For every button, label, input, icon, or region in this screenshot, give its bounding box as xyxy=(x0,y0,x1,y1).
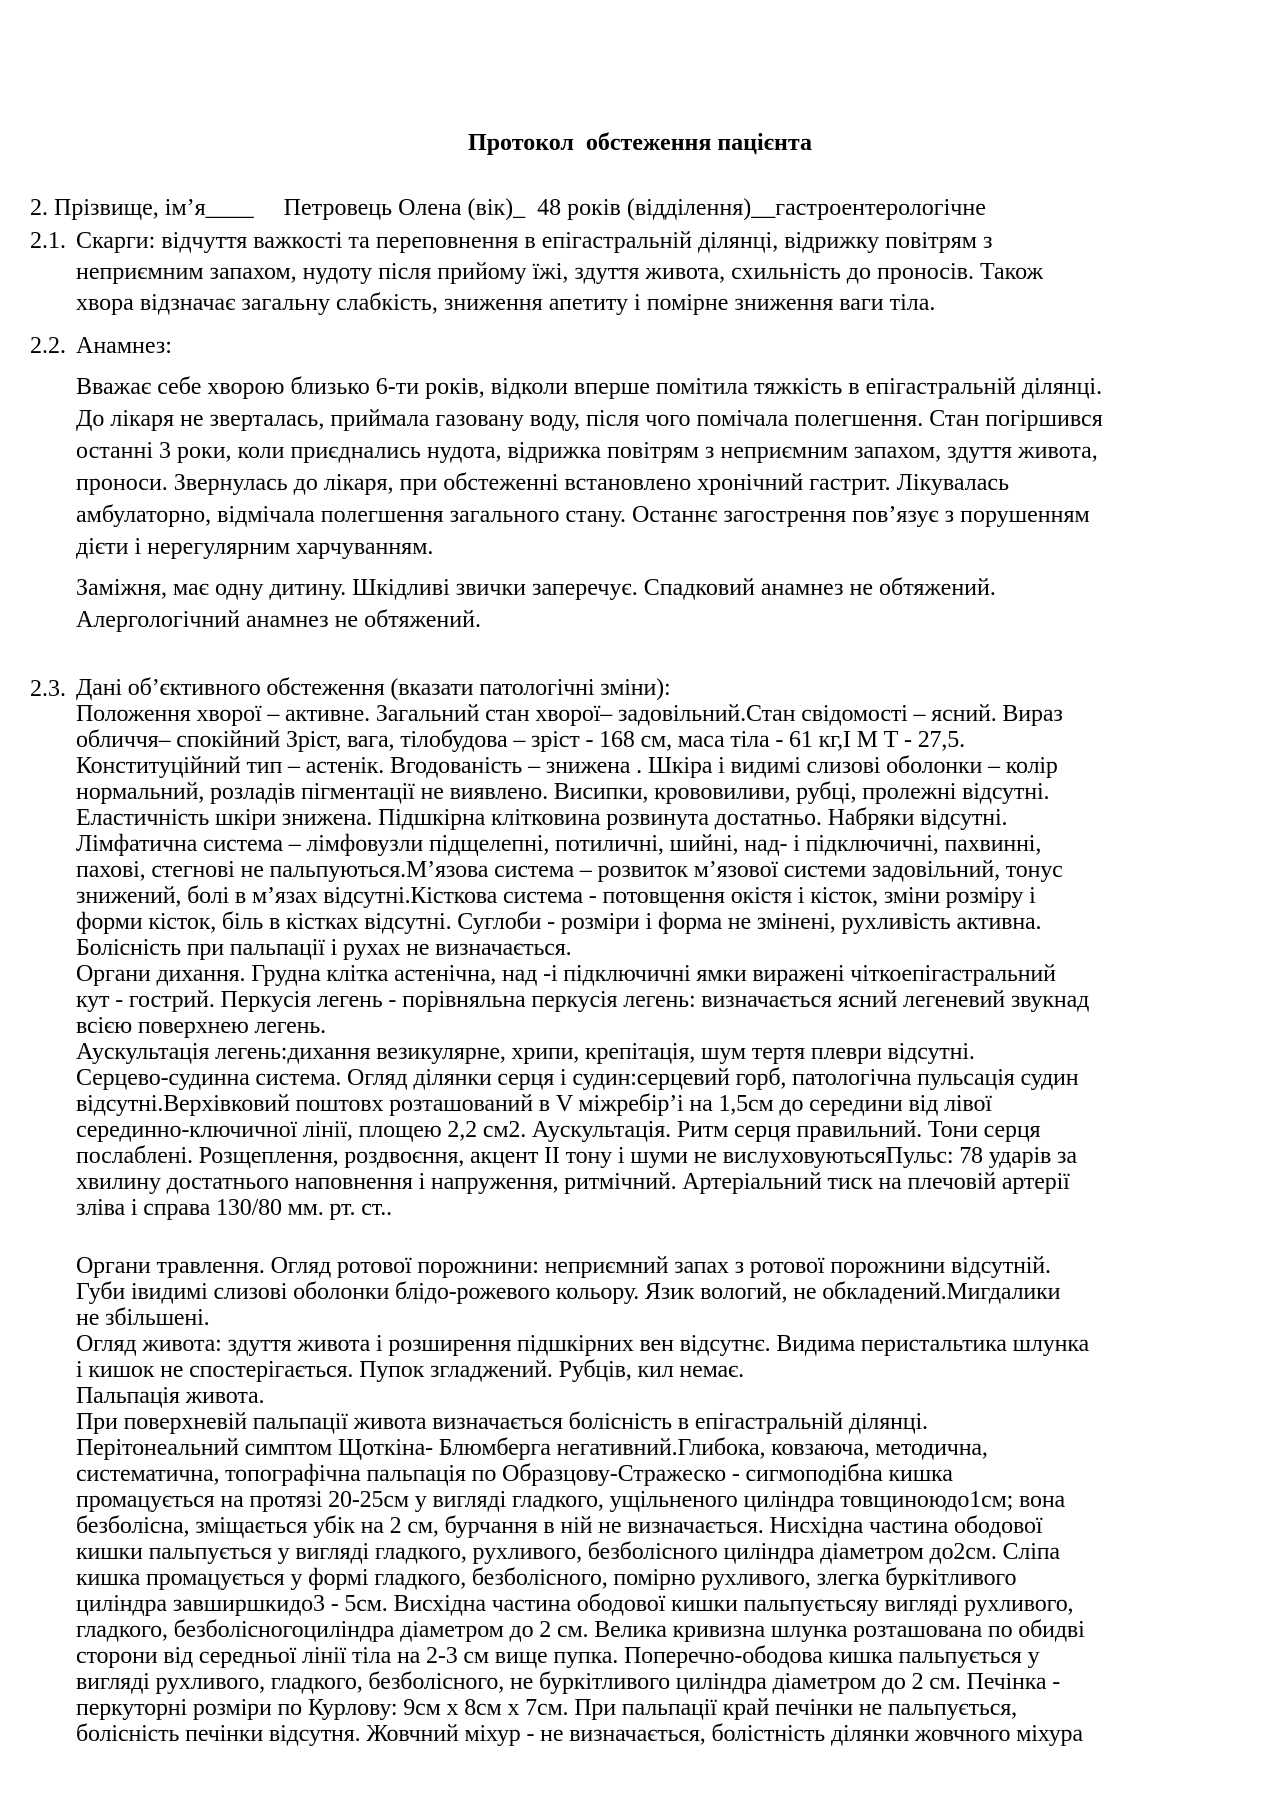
objective-line: Серцево-судинна система. Огляд ділянки серця і судин:серцевий горб, патологічна пульсація судин xyxy=(76,1065,1079,1091)
digestive-line: Губи івидимі слизові оболонки блідо-рожевого кольору. Язик вологий, не обкладений.Мигдалики xyxy=(76,1279,1061,1305)
anamnesis-line: проноси. Звернулась до лікаря, при обстеженні встановлено хронічний гастрит. Лікувалась xyxy=(76,470,1010,496)
digestive-line: систематична, топографічна пальпація по Образцову-Стражеско - сигмоподібна кишка xyxy=(76,1461,953,1487)
objective-line: Конституційний тип – астенік. Вгодованість – знижена . Шкіра і видимі слизові оболонки – колір xyxy=(76,753,1058,779)
objective-line: відсутні.Верхівковий поштовх розташований в V міжребір’і на 1,5см до середини від лівої xyxy=(76,1091,992,1117)
digestive-line: При поверхневій пальпації живота визначається болісність в епігастральній ділянці. xyxy=(76,1409,928,1435)
digestive-line: промацується на протязі 20-25см у вигляді гладкого, ущільненого циліндра товщиноюдо1см; вона xyxy=(76,1487,1066,1513)
page-title: Протокол обстеження пацієнта xyxy=(468,130,812,156)
digestive-line: Пальпація живота. xyxy=(76,1383,265,1409)
digestive-line: безболісна, зміщається убік на 2 см, бурчання в ній не визначається. Нисхідна частина ободової xyxy=(76,1513,1043,1539)
complaints-line: Скарги: відчуття важкості та переповнення в епігастральній ділянці, відрижку повітрям з xyxy=(76,228,993,254)
digestive-line: гладкого, безболісногоциліндра діаметром до 2 см. Велика кривизна шлунка розташована по обидві xyxy=(76,1617,1085,1643)
anamnesis-line: амбулаторно, відмічала полегшення загального стану. Останнє загострення пов’язує з порушенням xyxy=(76,502,1090,528)
digestive-section xyxy=(76,1253,1276,1747)
patient-info: Прізвище, ім’я____ Петровець Олена (вік)_ 48 років (відділення)__гастроентерологічне xyxy=(54,195,986,221)
digestive-line: кишка промацується у формі гладкого, безболісного, помірно рухливого, злегка буркітливого xyxy=(76,1565,1017,1591)
digestive-line: Перітонеальний симптом Щоткіна- Блюмберга негативний.Глибока, ковзаюча, методична, xyxy=(76,1435,988,1461)
digestive-line: циліндра завширшкидо3 - 5см. Висхідна частина ободової кишки пальпуєтьсяу вигляді рухливого, xyxy=(76,1591,1074,1617)
complaints-line: хвора відзначає загальну слабкість, зниження апетиту і помірне зниження ваги тіла. xyxy=(76,290,936,316)
objective-line: Органи дихання. Грудна клітка астенічна, над -і підключичні ямки виражені чіткоепігастральний xyxy=(76,961,1056,987)
digestive-line: не збільшені. xyxy=(76,1305,210,1331)
section-number-2-2: 2.2. xyxy=(30,333,66,359)
objective-line: Аускультація легень:дихання везикулярне, хрипи, крепітація, шум тертя плеври відсутні. xyxy=(76,1039,975,1065)
digestive-line: болісність печінки відсутня. Жовчний міхур - не визначається, болістність ділянки жовчного міхура xyxy=(76,1721,1083,1747)
objective-line: Болісність при пальпації і рухах не визначається. xyxy=(76,935,572,961)
objective-line: Лімфатична система – лімфовузли підщелепні, потиличні, шийні, над- і підключичні, пахвинні, xyxy=(76,831,1042,857)
anamnesis-line: Вважає себе хворою близько 6-ти років, відколи вперше помітила тяжкість в епігастральній ділянці. xyxy=(76,374,1103,400)
digestive-line: вигляді рухливого, гладкого, безболісного, не буркітливого циліндра діаметром до 2 см. Печінка - xyxy=(76,1669,1061,1695)
digestive-line: кишки пальпується у вигляді гладкого, рухливого, безболісного циліндра діаметром до2см. Сліпа xyxy=(76,1539,1060,1565)
digestive-line: і кишок не спостерігається. Пупок згладжений. Рубців, кил немає. xyxy=(76,1357,744,1383)
patient-header-line xyxy=(30,193,986,223)
objective-line: зліва і справа 130/80 мм. рт. ст.. xyxy=(76,1195,392,1221)
anamnesis-paragraph-2 xyxy=(76,572,1276,636)
objective-line: обличчя– спокійний Зріст, вага, тілобудова – зріст - 168 см, маса тіла - 61 кг,І М Т - 27,5. xyxy=(76,727,965,753)
anamnesis-line: останні 3 роки, коли приєднались нудота, відрижка повітрям з неприємним запахом, здуття живота, xyxy=(76,438,1098,464)
anamnesis-line: Заміжня, має одну дитину. Шкідливі звички заперечує. Спадковий анамнез не обтяжений. xyxy=(76,575,996,601)
section-number-2-3: 2.3. xyxy=(30,676,66,702)
anamnesis-line: До лікаря не зверталась, приймала газовану воду, після чого помічала полегшення. Стан погіршився xyxy=(76,406,1103,432)
section-number-2: 2. xyxy=(30,195,48,221)
objective-label: Дані об’єктивного обстеження (вказати патологічні зміни): xyxy=(76,675,671,701)
complaints-line: неприємним запахом, нудоту після прийому їжі, здуття живота, схильність до проносів. Також xyxy=(76,259,1044,285)
digestive-line: Органи травлення. Огляд ротової порожнини: неприємний запах з ротової порожнини відсутній. xyxy=(76,1253,1051,1279)
objective-line: Положення хворої – активне. Загальний стан хворої– задовільний.Стан свідомості – ясний. Вираз xyxy=(76,701,1063,727)
objective-line: хвилину достатнього наповнення і напруження, ритмічний. Артеріальний тиск на плечовій артерії xyxy=(76,1169,1070,1195)
digestive-line: сторони від середньої лінії тіла на 2-3 см вище пупка. Поперечно-ободова кишка пальпується у xyxy=(76,1643,1040,1669)
objective-line: послаблені. Розщеплення, роздвоєння, акцент ІІ тону і шуми не вислуховуютьсяПульс: 78 ударів за xyxy=(76,1143,1077,1169)
anamnesis-paragraph-1 xyxy=(76,371,1276,563)
objective-line: кут - гострий. Перкусія легень - порівняльна перкусія легень: визначається ясний легеневий звукнад xyxy=(76,987,1090,1013)
anamnesis-line: Алергологічний анамнез не обтяжений. xyxy=(76,607,481,633)
objective-line: всією поверхнею легень. xyxy=(76,1013,327,1039)
objective-line: пахові, стегнові не пальпуються.М’язова система – розвиток м’язової системи задовільний, тонус xyxy=(76,857,1063,883)
digestive-line: перкуторні розміри по Курлову: 9см х 8см х 7см. При пальпації край печінки не пальпується, xyxy=(76,1695,1017,1721)
objective-line: Еластичність шкіри знижена. Підшкірна клітковина розвинута достатньо. Набряки відсутні. xyxy=(76,805,1008,831)
digestive-line: Огляд живота: здуття живота і розширення підшкірних вен відсутнє. Видима перистальтика шлунка xyxy=(76,1331,1089,1357)
section-number-2-1: 2.1. xyxy=(30,228,66,254)
objective-line: знижений, болі в м’язах відсутні.Кісткова система - потовщення окістя і кісток, зміни розміру і xyxy=(76,883,1036,909)
objective-line: серединно-ключичної лінії, площею 2,2 см2. Аускультація. Ритм серця правильний. Тони серця xyxy=(76,1117,1041,1143)
complaints-section xyxy=(76,226,1276,319)
anamnesis-line: дієти і нерегулярним харчуванням. xyxy=(76,534,434,560)
objective-line: нормальний, розладів пігментації не виявлено. Висипки, крововиливи, рубці, пролежні відсутні. xyxy=(76,779,1050,805)
objective-section xyxy=(76,675,1276,1221)
objective-line: форми кісток, біль в кістках відсутні. Суглоби - розміри і форма не змінені, рухливість активна. xyxy=(76,909,1042,935)
anamnesis-label: Анамнез: xyxy=(76,333,172,359)
